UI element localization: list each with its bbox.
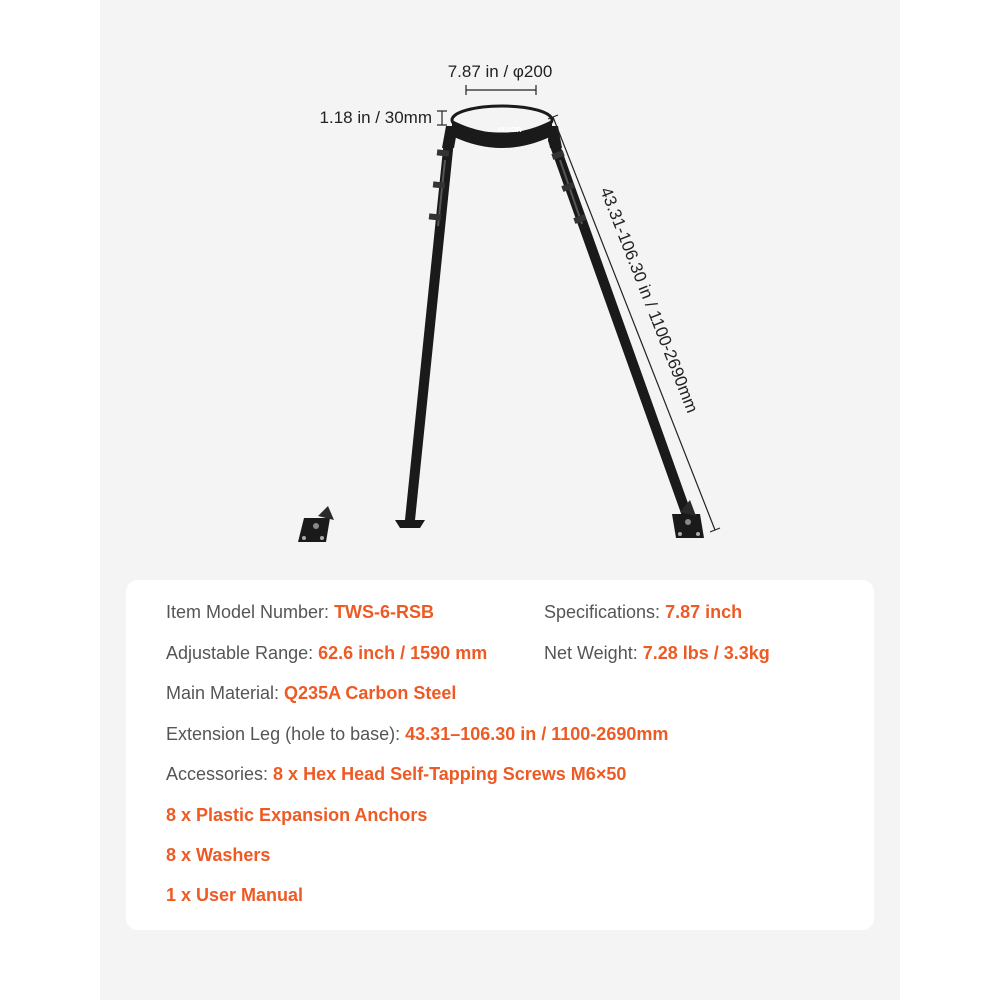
spec-value: 43.31–106.30 in / 1100-2690mm: [405, 724, 669, 744]
leg-length-dimension: [548, 115, 720, 532]
spec-specifications: [544, 602, 742, 623]
spec-value: 7.87 inch: [665, 602, 743, 622]
accessory-item: 1 x User Manual: [166, 885, 304, 905]
spec-value: 8 x Hex Head Self-Tapping Screws M6×50: [273, 764, 627, 784]
spec-value: 62.6 inch / 1590 mm: [318, 643, 488, 663]
ring-diameter-label: 7.87 in / φ200: [447, 62, 553, 81]
spec-adjustable-range: [166, 643, 487, 664]
specs-card: [126, 580, 874, 930]
spec-label: Net Weight:: [544, 643, 643, 663]
right-base-plate: [672, 500, 704, 538]
spec-label: Item Model Number:: [166, 602, 335, 622]
spec-label: Main Material:: [166, 683, 285, 703]
spec-value: TWS-6-RSB: [334, 602, 435, 622]
mounting-ring: [452, 106, 552, 148]
ring-diameter-dimension: [448, 62, 553, 95]
spec-label: Accessories:: [166, 764, 274, 784]
spec-label: Adjustable Range:: [166, 643, 319, 663]
spec-label: Extension Leg (hole to base):: [166, 724, 406, 744]
leg-length-label: 43.31-106.30 in / 1100-2690mm: [596, 184, 702, 416]
spec-item-model-number: [166, 602, 434, 623]
spec-extension-leg: [166, 724, 668, 745]
ring-height-label: 1.18 in / 30mm: [319, 108, 432, 127]
spec-main-material: [166, 683, 456, 704]
spec-value: Q235A Carbon Steel: [284, 683, 457, 703]
spec-accessories: [166, 764, 626, 785]
spec-value: 7.28 lbs / 3.3kg: [642, 643, 770, 663]
ring-brand-label: VEVOR: [497, 127, 522, 134]
spec-label: Specifications:: [544, 602, 666, 622]
left-leg: [395, 126, 458, 528]
ring-height-dimension: [320, 108, 447, 127]
left-base-plate: [298, 506, 334, 542]
spec-net-weight: [544, 643, 770, 664]
accessory-item: 8 x Plastic Expansion Anchors: [166, 805, 428, 825]
accessory-item: 8 x Washers: [166, 845, 271, 865]
